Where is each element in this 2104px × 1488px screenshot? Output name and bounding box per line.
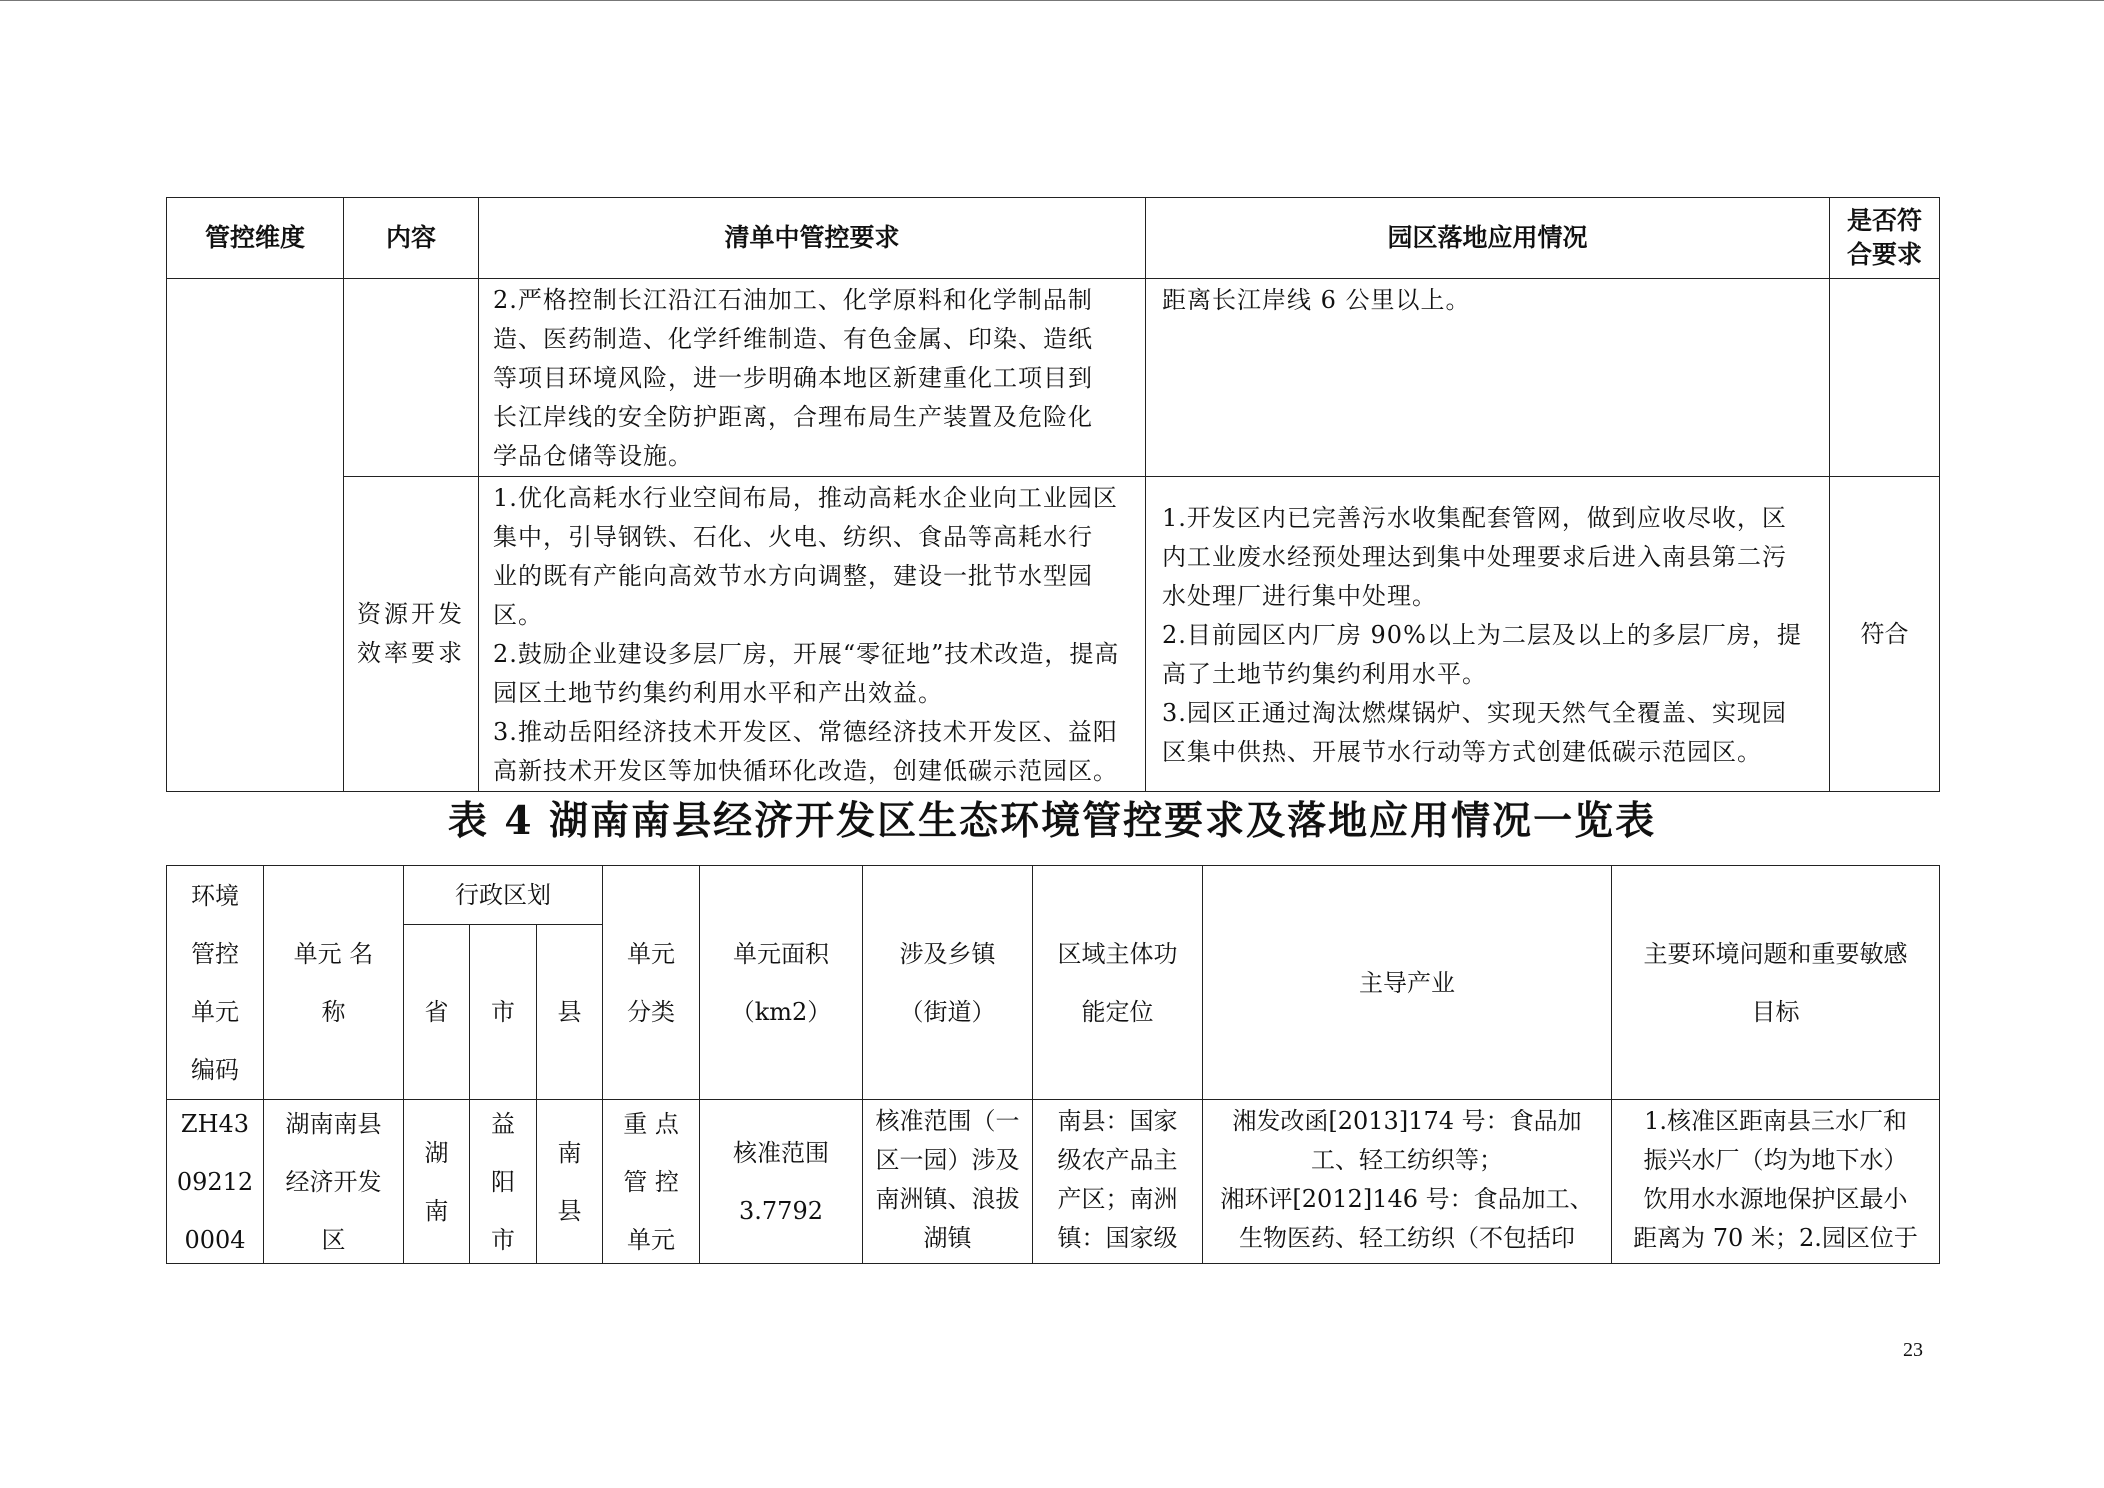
page-number: 23 [1903,1339,1923,1361]
table-row [167,477,1940,792]
header-towns: 涉及乡镇 （街道） [863,866,1033,1100]
header-function: 区域主体功 能定位 [1033,866,1203,1100]
header-city: 市 [470,925,537,1100]
county-cell: 南 县 [537,1100,603,1264]
environmental-unit-table [166,865,1940,1264]
header-application: 园区落地应用情况 [1146,198,1830,279]
header-admin-division: 行政区划 [404,866,603,925]
control-requirements-table [166,197,1940,792]
header-dimension: 管控维度 [167,198,344,279]
header-area: 单元面积 （km2） [700,866,863,1100]
table-row [167,1100,1940,1264]
city-cell: 益 阳 市 [470,1100,537,1264]
area-cell: 核准范围 3.7792 [700,1100,863,1264]
table-title: 表 4 湖南南县经济开发区生态环境管控要求及落地应用情况一览表 [447,798,1657,844]
header-unit-name: 单元 名 称 [264,866,404,1100]
industry-cell: 湘发改函[2013]174 号：食品加 工、轻工纺织等； 湘环评[2012]146 号：食品加工、 生物医药、轻工纺织（不包括印 [1203,1100,1612,1264]
function-cell: 南县：国家 级农产品主 产区；南洲 镇：国家级 [1033,1100,1203,1264]
province-cell: 湖 南 [404,1100,470,1264]
dimension-cell [167,279,344,792]
issues-cell: 1.核准区距南县三水厂和 振兴水厂（均为地下水） 饮用水水源地保护区最小 距离为 70 米；2.园区位于 [1612,1100,1940,1264]
application-cell: 距离长江岸线 6 公里以上。 [1146,279,1830,477]
table-header-row [167,198,1940,279]
header-code: 环境 管控 单元 编码 [167,866,264,1100]
header-requirement: 清单中管控要求 [479,198,1146,279]
content-cell [344,279,479,477]
requirement-cell: 2.严格控制长江沿江石油加工、化学原料和化学制品制 造、医药制造、化学纤维制造、有色金属、印染、造纸 等项目环境风险，进一步明确本地区新建重化工项目到 长江岸线的安全防护距离，合理布局生产装置及危险化 学品仓储等设施。 [479,279,1146,477]
header-province: 省 [404,925,470,1100]
header-category: 单元 分类 [603,866,700,1100]
towns-cell: 核准范围（一 区一园）涉及 南洲镇、浪拔 湖镇 [863,1100,1033,1264]
header-county: 县 [537,925,603,1100]
application-cell: 1.开发区内已完善污水收集配套管网，做到应收尽收，区 内工业废水经预处理达到集中处理要求后进入南县第二污 水处理厂进行集中处理。 2.目前园区内厂房 90%以上为二层及以上的多层厂房，提 高了土地节约集约利用水平。 3.园区正通过淘汰燃煤锅炉、实现天然气全覆盖、实现园 区集中供热、开展节水行动等方式创建低碳示范园区。 [1146,477,1830,792]
header-content: 内容 [344,198,479,279]
compliance-cell [1830,279,1940,477]
unit-name-cell: 湖南南县 经济开发 区 [264,1100,404,1264]
unit-code-cell: ZH43 09212 0004 [167,1100,264,1264]
table-header-row [167,866,1940,925]
compliance-cell: 符合 [1830,477,1940,792]
category-cell: 重 点 管 控 单元 [603,1100,700,1264]
header-compliance: 是否符 合要求 [1830,198,1940,279]
header-issues: 主要环境问题和重要敏感 目标 [1612,866,1940,1100]
header-industry: 主导产业 [1203,866,1612,1100]
requirement-cell: 1.优化高耗水行业空间布局，推动高耗水企业向工业园区 集中，引导钢铁、石化、火电、纺织、食品等高耗水行 业的既有产能向高效节水方向调整，建设一批节水型园 区。 2.鼓励企业建设多层厂房，开展“零征地”技术改造，提高 园区土地节约集约利用水平和产出效益。 3.推动岳阳经济技术开发区、常德经济技术开发区、益阳 高新技术开发区等加快循环化改造，创建低碳示范园区。 [479,477,1146,792]
page-top-border [0,0,2104,1]
content-cell: 资源开发 效率要求 [344,477,479,792]
table-row [167,279,1940,477]
